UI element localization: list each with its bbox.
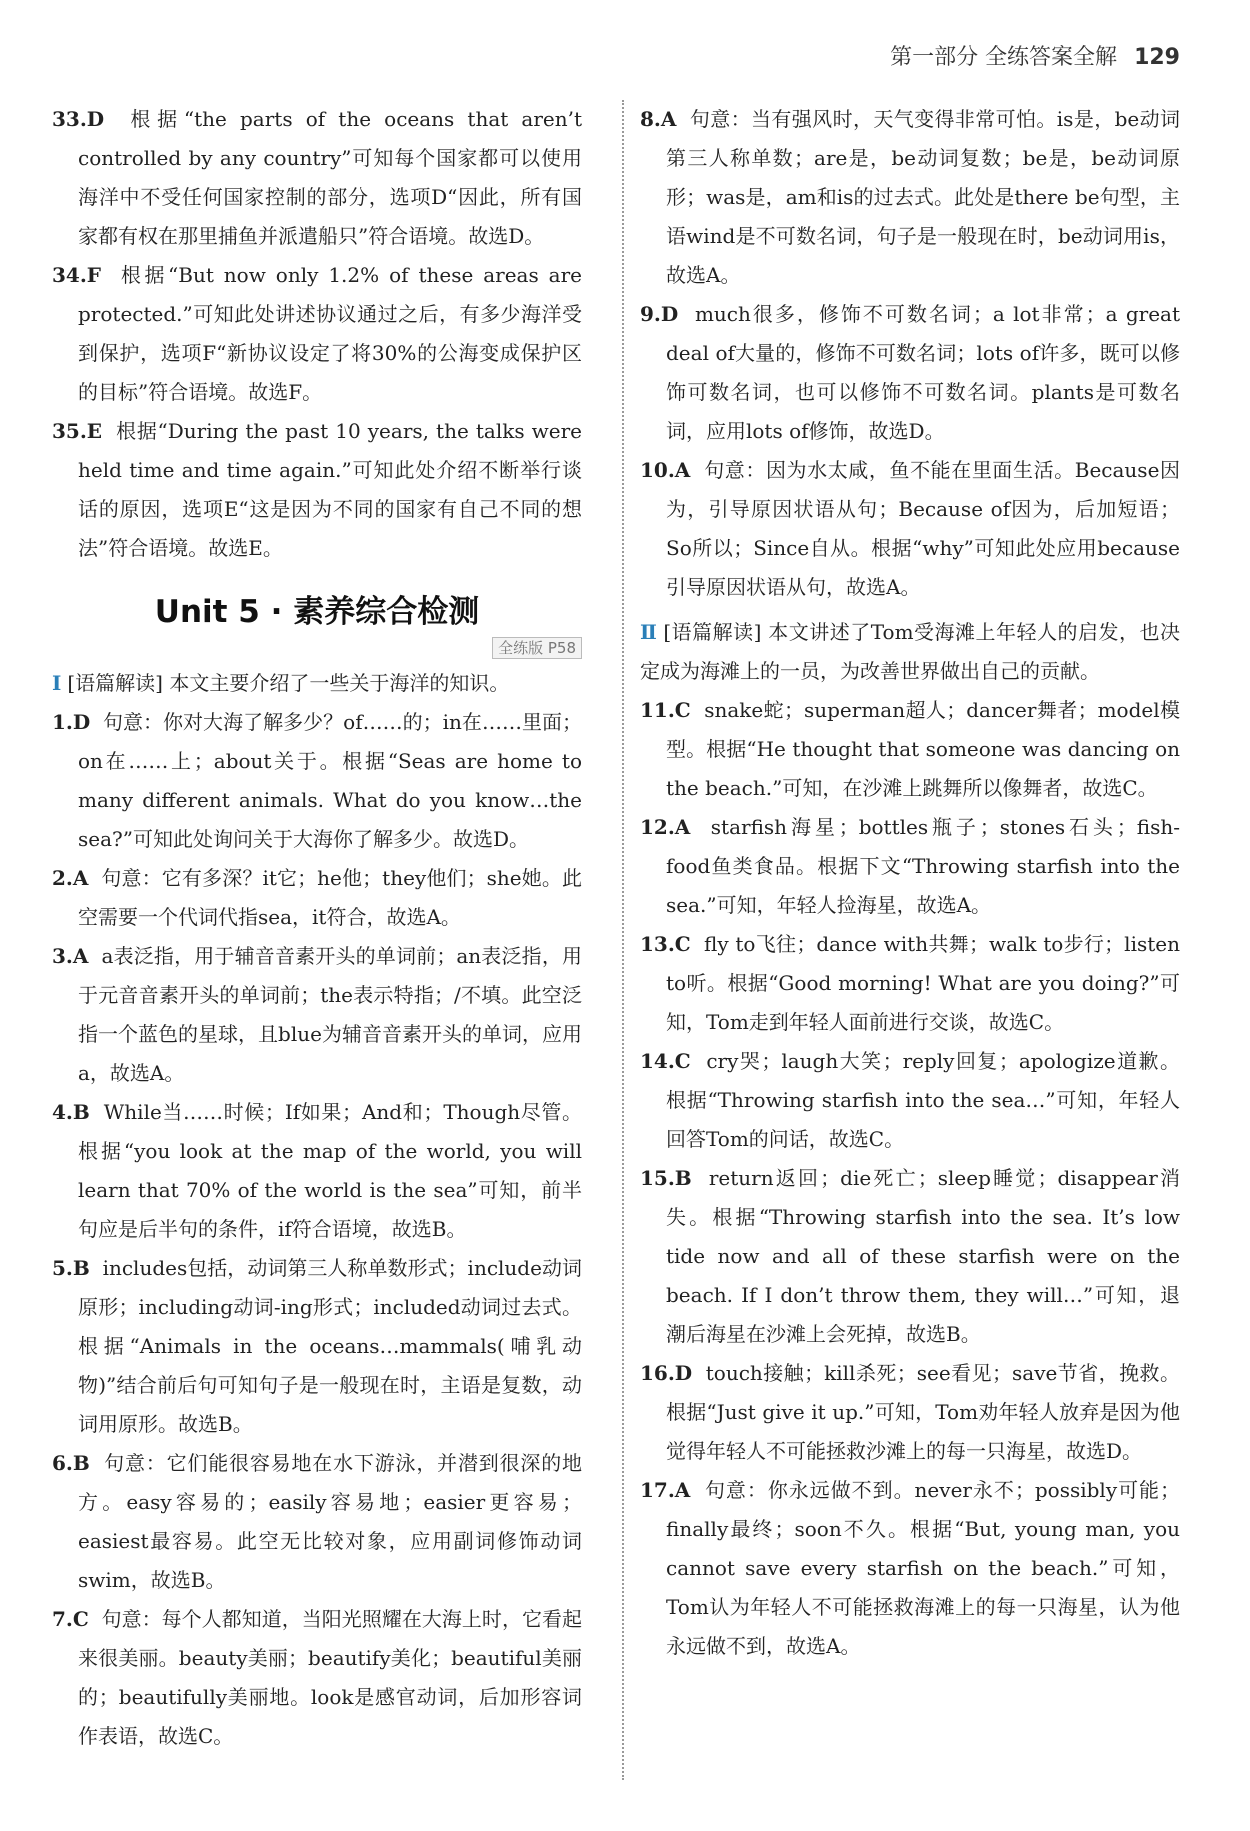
unit-title: Unit 5 · 素养综合检测 <box>154 594 480 630</box>
answer-item: 33.D 根据“the parts of the oceans that aren’t controlled by any country”可知每个国家都可以使用海洋中不受任何国家控制的部分，选项D“因此，所有国家都有权在那里捕鱼并派遣船只”符合语境。故选D。 <box>52 107 583 248</box>
answer-item: 7.C 句意：每个人都知道，当阳光照耀在大海上时，它看起来很美丽。beauty美丽；beautify美化；beautiful美丽的；beautifully美丽地。look是感官动词，后加形容词作表语，故选C。 <box>52 1607 583 1748</box>
unit-reference: 全练版 P58 <box>52 637 582 658</box>
answer-item: 8.A 句意：当有强风时，天气变得非常可怕。is是，be动词第三人称单数；are是，be动词复数；be是，be动词原形；was是，am和is的过去式。此处是there be句型，主语wind是不可数名词，句子是一般现在时，be动词用is，故选A。 <box>640 107 1180 287</box>
passage-analysis: Ⅰ [语篇解读] 本文主要介绍了一些关于海洋的知识。 <box>52 671 510 695</box>
right-column <box>640 100 1180 1666</box>
answer-item: 14.C cry哭；laugh大笑；reply回复；apologize道歉。根据“Throwing starfish into the sea…”可知，年轻人回答Tom的问话，故选C。 <box>640 1049 1181 1151</box>
answer-item: 9.D much很多，修饰不可数名词；a lot非常；a great deal of大量的，修饰不可数名词；lots of许多，既可以修饰可数名词，也可以修饰不可数名词。plants是可数名词，应用lots of修饰，故选D。 <box>640 302 1181 443</box>
page-header <box>890 40 1180 71</box>
left-column <box>52 100 582 1756</box>
column-divider <box>622 100 624 1780</box>
answer-item: 16.D touch接触；kill杀死；see看见；save节省，挽救。根据“Just give it up.”可知，Tom劝年轻人放弃是因为他觉得年轻人不可能拯救沙滩上的每一只海星，故选D。 <box>640 1361 1181 1463</box>
answer-item: 13.C fly to飞往；dance with共舞；walk to步行；listen to听。根据“Good morning! What are you doing?”可知，Tom走到年轻人面前进行交谈，故选C。 <box>640 932 1180 1034</box>
answer-item: 15.B return返回；die死亡；sleep睡觉；disappear消失。根据“Throwing starfish into the sea. It’s low tide now and all of these starfish were on the beach. If I don’t throw them, they will…”可知，退潮后海星在沙滩上会死掉，故选B。 <box>640 1166 1180 1346</box>
answer-item: 1.D 句意：你对大海了解多少？of……的；in在……里面；on在……上；about关于。根据“Seas are home to many different animals. What do you know…the sea?”可知此处询问关于大海你了解多少。故选D。 <box>52 710 582 851</box>
answer-item: 2.A 句意：它有多深？it它；he他；they他们；she她。此空需要一个代词代指sea，it符合，故选A。 <box>52 866 582 929</box>
answer-item: 11.C snake蛇；superman超人；dancer舞者；model模型。根据“He thought that someone was dancing on the beach.”可知，在沙滩上跳舞所以像舞者，故选C。 <box>640 698 1180 800</box>
answer-item: 12.A starfish海星；bottles瓶子；stones石头；fish-food鱼类食品。根据下文“Throwing starfish into the sea.”可知，年轻人捡海星，故选A。 <box>640 815 1180 917</box>
answer-item: 34.F 根据“But now only 1.2% of these areas are protected.”可知此处讲述协议通过之后，有多少海洋受到保护，选项F“新协议设定了将30%的公海变成保护区的目标”符合语境。故选F。 <box>52 263 583 404</box>
answer-item: 17.A 句意：你永远做不到。never永不；possibly可能；finally最终；soon不久。根据“But, young man, you cannot save every starfish on the beach.”可知，Tom认为年轻人不可能拯救海滩上的每一只海星，认为他永远做不到，故选A。 <box>640 1478 1180 1658</box>
answer-item: 3.A a表泛指，用于辅音音素开头的单词前；an表泛指，用于元音音素开头的单词前；the表示特指；/不填。此空泛指一个蓝色的星球，且blue为辅音音素开头的单词，应用a，故选A。 <box>52 944 582 1085</box>
passage-analysis: Ⅱ [语篇解读] 本文讲述了Tom受海滩上年轻人的启发，也决定成为海滩上的一员，为改善世界做出自己的贡献。 <box>640 620 1180 683</box>
page-number: 129 <box>1134 45 1180 70</box>
answer-item: 10.A 句意：因为水太咸，鱼不能在里面生活。Because因为，引导原因状语从句；Because of因为，后加短语；So所以；Since自从。根据“why”可知此处应用because引导原因状语从句，故选A。 <box>640 458 1180 599</box>
answer-item: 6.B 句意：它们能很容易地在水下游泳，并潜到很深的地方。easy容易的；easily容易地；easier更容易；easiest最容易。此空无比较对象，应用副词修饰动词swim，故选B。 <box>52 1451 583 1592</box>
answer-item: 5.B includes包括，动词第三人称单数形式；include动词原形；including动词-ing形式；included动词过去式。根据“Animals in the oceans…mammals(哺乳动物)”结合前后句可知句子是一般现在时，主语是复数，动词用原形。故选B。 <box>52 1256 582 1436</box>
answer-item: 4.B While当……时候；If如果；And和；Though尽管。根据“you look at the map of the world, you will learn that 70% of the world is the sea”可知，前半句应是后半句的条件，if符合语境，故选B。 <box>52 1100 582 1241</box>
answer-item: 35.E 根据“During the past 10 years, the talks were held time and time again.”可知此处介绍不断举行谈话的原因，选项E“这是因为不同的国家有自己不同的想法”符合语境。故选E。 <box>52 419 582 560</box>
header-section: 第一部分 全练答案全解 <box>890 45 1118 70</box>
